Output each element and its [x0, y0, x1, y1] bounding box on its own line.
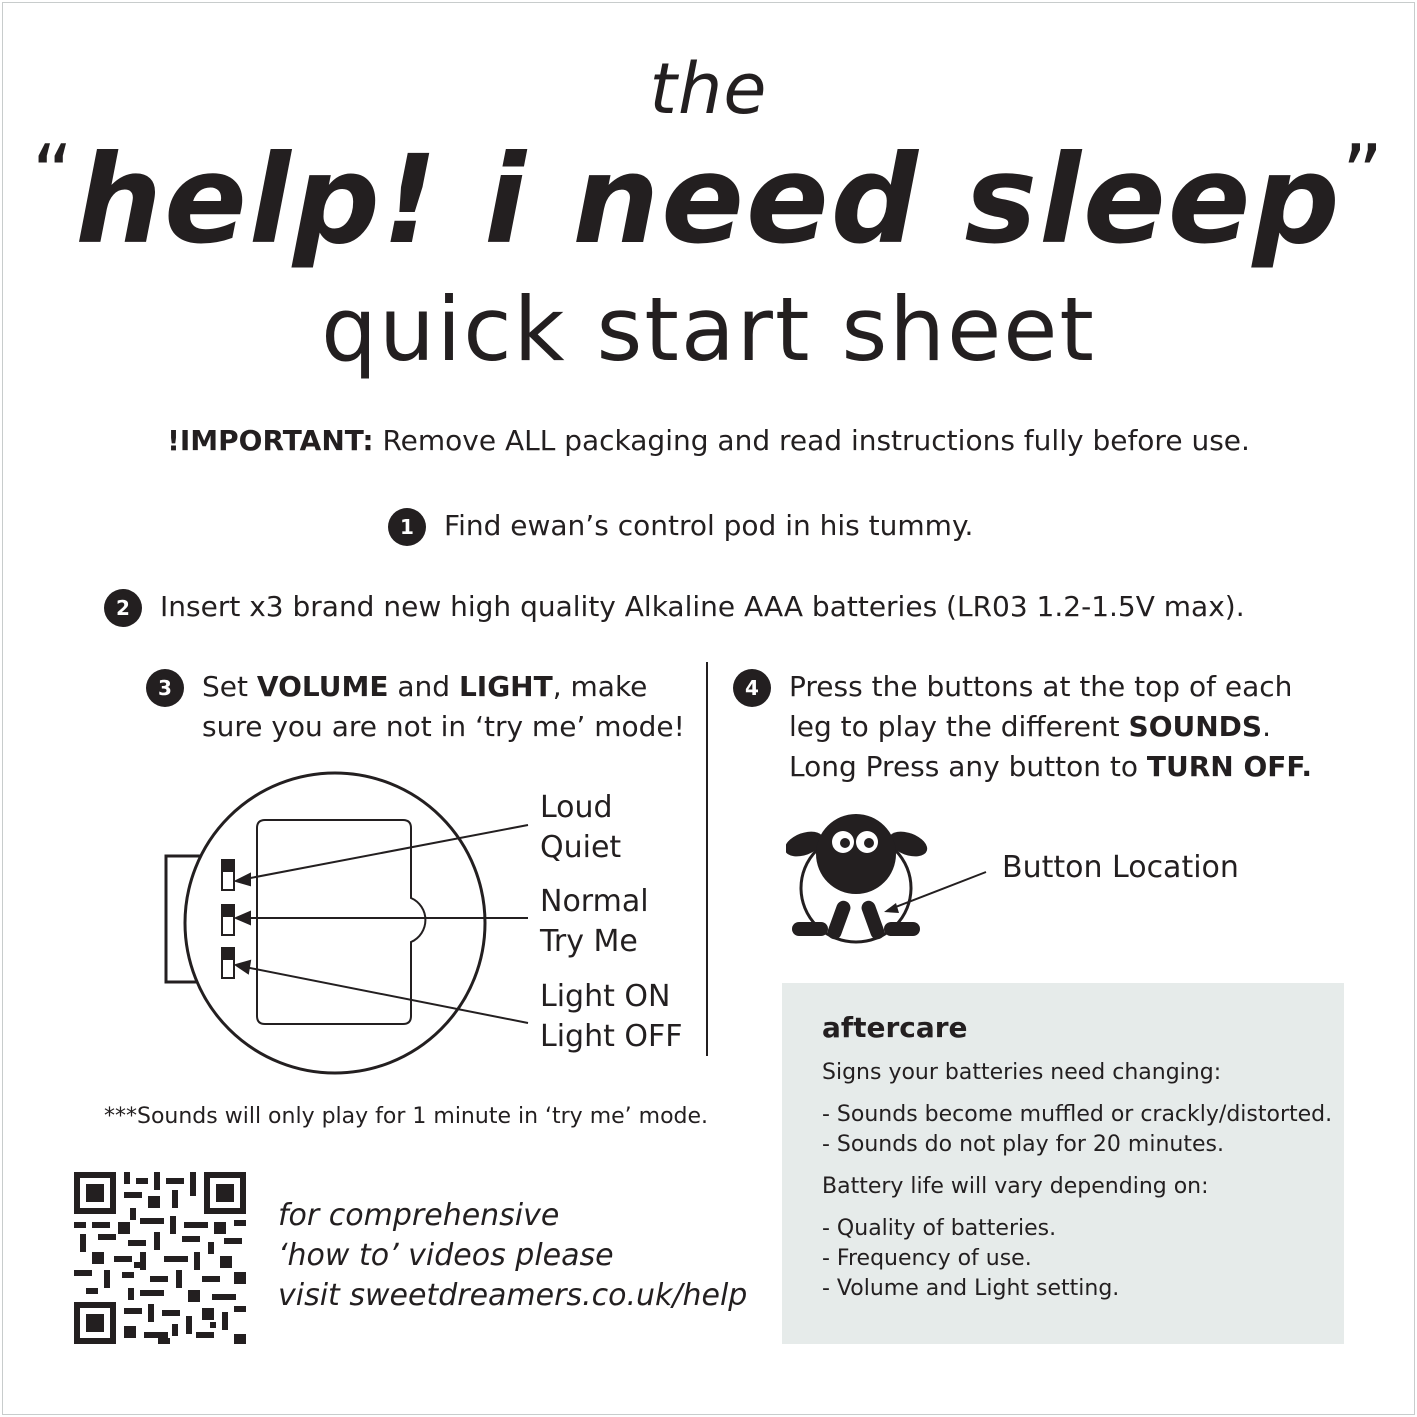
label-light-on: Light ON [540, 979, 671, 1014]
step-1 [388, 506, 973, 546]
important-notice [0, 424, 1417, 457]
sheep-foot-right [884, 922, 920, 936]
mode-switch [222, 905, 234, 935]
volume-switch [222, 860, 234, 890]
button-location-label: Button Location [1002, 850, 1239, 885]
subtitle: quick start sheet [321, 278, 1096, 381]
sign-item-2: - Sounds do not play for 20 minutes. [822, 1132, 1224, 1157]
step-4-line-3a: Long Press any button to [789, 750, 1147, 783]
important-label: !IMPORTANT: [167, 424, 374, 457]
step-4-sounds: SOUNDS [1128, 710, 1263, 743]
step-4-line-2a: leg to play the different [789, 710, 1129, 743]
step-4-badge: 4 [733, 669, 771, 707]
label-light-off: Light OFF [540, 1019, 683, 1054]
main-title [0, 128, 1417, 271]
visit-line-2: ‘how to’ videos please [278, 1238, 614, 1273]
step-3-text-a: Set [202, 670, 257, 703]
sheep-head [816, 814, 896, 894]
step-3-volume: VOLUME [256, 670, 389, 703]
visit-line-3: visit sweetdreamers.co.uk/help [278, 1278, 748, 1313]
visit-line-1: for comprehensive [278, 1198, 560, 1233]
life-item-3: - Volume and Light setting. [822, 1276, 1120, 1301]
main-title-text: help! i need sleep [75, 129, 1342, 271]
qr-code [74, 1172, 246, 1344]
step-2-text: Insert x3 brand new high quality Alkaline AAA batteries (LR03 1.2-1.5V max). [160, 590, 1245, 623]
step-3-text-e: , make [552, 670, 648, 703]
step-4-line-2c: . [1262, 710, 1271, 743]
signs-heading: Signs your batteries need changing: [822, 1060, 1222, 1085]
label-normal: Normal [540, 884, 649, 919]
important-text: Remove ALL packaging and read instructions fully before use. [373, 424, 1250, 457]
close-quote: ” [1341, 128, 1386, 221]
step-2 [104, 587, 1245, 627]
step-4-line-2 [789, 707, 1271, 747]
light-switch [222, 948, 234, 978]
step-1-text: Find ewan’s control pod in his tummy. [444, 509, 974, 542]
title-the: the [649, 48, 768, 130]
step-4 [733, 667, 1292, 707]
step-3-text-c: and [388, 670, 459, 703]
aftercare-title: aftercare [822, 1011, 968, 1044]
step-4-turn-off: TURN OFF. [1146, 750, 1313, 783]
help-visit-text [278, 1196, 747, 1316]
label-loud: Loud [540, 790, 613, 825]
step-3-light: LIGHT [458, 670, 553, 703]
battery-cover [257, 820, 425, 1024]
life-item-2: - Frequency of use. [822, 1246, 1032, 1271]
life-item-1: - Quality of batteries. [822, 1216, 1057, 1241]
step-1-badge: 1 [388, 508, 426, 546]
step-4-line-3 [789, 747, 1312, 787]
aftercare-box [782, 983, 1344, 1344]
step-3-badge: 3 [146, 669, 184, 707]
step-3-line-2: sure you are not in ‘try me’ mode! [202, 710, 685, 743]
sheep-foot-left [792, 922, 828, 936]
life-heading: Battery life will vary depending on: [822, 1174, 1209, 1199]
step-3 [146, 667, 647, 707]
label-try-me: Try Me [540, 924, 638, 959]
try-me-note: ***Sounds will only play for 1 minute in ‘try me’ mode. [104, 1104, 709, 1129]
sign-item-1: - Sounds become muffled or crackly/distorted. [822, 1102, 1333, 1127]
step-2-badge: 2 [104, 589, 142, 627]
step-4-line-1: Press the buttons at the top of each [789, 670, 1293, 703]
open-quote: “ [31, 128, 76, 221]
sheep-illustration [786, 810, 996, 950]
label-quiet: Quiet [540, 830, 622, 865]
